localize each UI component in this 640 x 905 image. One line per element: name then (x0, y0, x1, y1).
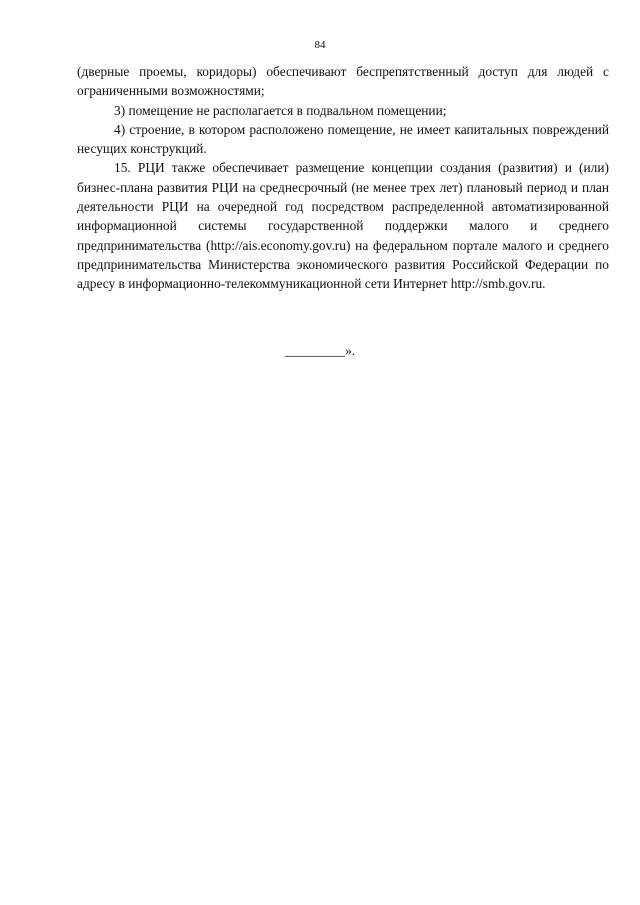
page-number: 84 (314, 39, 326, 51)
paragraph-item-15: 15. РЦИ также обеспечивает размещение концепции создания (развития) и (или) бизнес-плана развития РЦИ на среднесрочный (не менее трех лет) плановый период и план деятельности РЦИ на очередной год посредством распределенной автоматизированной информационной системы государственной поддержки малого и среднего предпринимательства (http://ais.economy.gov.ru) на федеральном портале малого и среднего предпринимательства Министерства экономического развития Российской Федерации по адресу в информационно-телекоммуникационной сети Интернет http://smb.gov.ru. (77, 160, 609, 292)
paragraph-accessibility-continuation: (дверные проемы, коридоры) обеспечивают беспрепятственный доступ для людей с ограниченными возможностями; (77, 64, 609, 99)
paragraph-item-3: 3) помещение не располагается в подвальном помещении; (114, 102, 447, 118)
paragraph-item-4: 4) строение, в котором расположено помещение, не имеет капитальных повреждений несущих конструкций. (77, 121, 609, 157)
closing-line: _________». (284, 343, 356, 358)
document-body (77, 62, 609, 294)
